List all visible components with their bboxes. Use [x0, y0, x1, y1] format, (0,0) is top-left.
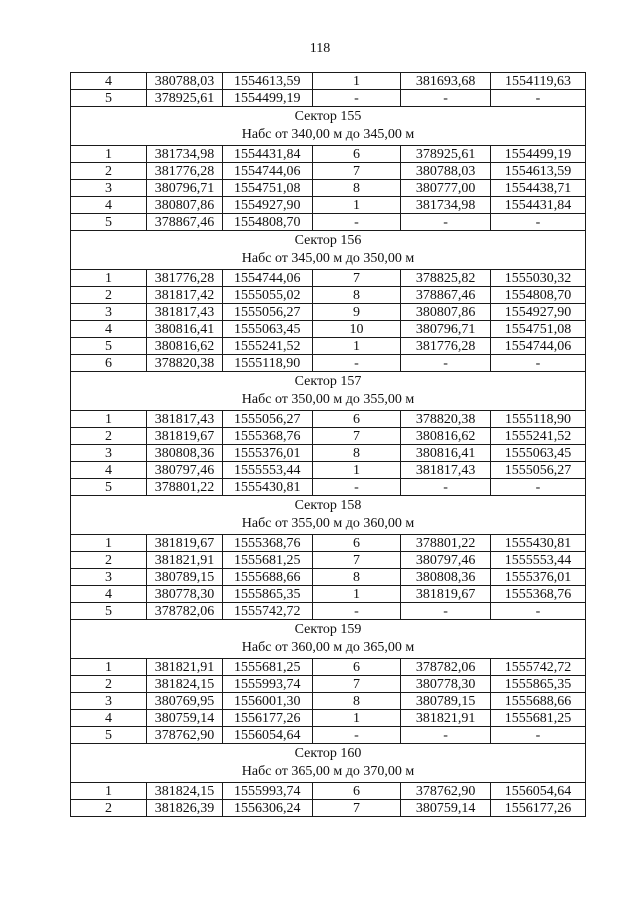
x-coordinate-cell: - — [401, 727, 491, 744]
y-coordinate-cell: 1555118,90 — [222, 355, 312, 372]
table-row — [71, 569, 586, 586]
x-coordinate-cell: 380769,95 — [146, 693, 222, 710]
y-coordinate-cell: - — [490, 727, 585, 744]
point-number-cell: - — [312, 214, 401, 231]
y-coordinate-cell: 1555118,90 — [490, 411, 585, 428]
y-coordinate-cell: 1555993,74 — [222, 676, 312, 693]
point-number-cell: 2 — [71, 676, 147, 693]
x-coordinate-cell: 380816,41 — [146, 321, 222, 338]
y-coordinate-cell: 1555681,25 — [222, 552, 312, 569]
y-coordinate-cell: 1555368,76 — [490, 586, 585, 603]
point-number-cell: 2 — [71, 800, 147, 817]
x-coordinate-cell: 380796,71 — [146, 180, 222, 197]
point-number-cell: 1 — [71, 535, 147, 552]
x-coordinate-cell: 380788,03 — [401, 163, 491, 180]
point-number-cell: 6 — [312, 146, 401, 163]
y-coordinate-cell: 1554119,63 — [490, 73, 585, 90]
x-coordinate-cell: 378782,06 — [146, 603, 222, 620]
table-row — [71, 552, 586, 569]
table-row — [71, 90, 586, 107]
y-coordinate-cell: 1555993,74 — [222, 783, 312, 800]
point-number-cell: 1 — [71, 411, 147, 428]
y-coordinate-cell: 1555056,27 — [490, 462, 585, 479]
table-row — [71, 462, 586, 479]
point-number-cell: 1 — [71, 659, 147, 676]
x-coordinate-cell: 378801,22 — [146, 479, 222, 496]
y-coordinate-cell: 1555553,44 — [222, 462, 312, 479]
y-coordinate-cell: 1554613,59 — [490, 163, 585, 180]
x-coordinate-cell: 380797,46 — [401, 552, 491, 569]
y-coordinate-cell: - — [490, 479, 585, 496]
point-number-cell: 6 — [312, 411, 401, 428]
x-coordinate-cell: 381776,28 — [146, 163, 222, 180]
point-number-cell: 5 — [71, 214, 147, 231]
point-number-cell: 4 — [71, 73, 147, 90]
y-coordinate-cell: 1555063,45 — [490, 445, 585, 462]
y-coordinate-cell: 1555742,72 — [490, 659, 585, 676]
point-number-cell: 6 — [312, 783, 401, 800]
x-coordinate-cell: 381824,15 — [146, 676, 222, 693]
table-row — [71, 411, 586, 428]
table-row — [71, 163, 586, 180]
y-coordinate-cell: 1554499,19 — [490, 146, 585, 163]
x-coordinate-cell: 381821,91 — [146, 659, 222, 676]
table-row — [71, 710, 586, 727]
y-coordinate-cell: 1555241,52 — [490, 428, 585, 445]
x-coordinate-cell: 381826,39 — [146, 800, 222, 817]
y-coordinate-cell: 1555056,27 — [222, 304, 312, 321]
y-coordinate-cell: 1554744,06 — [490, 338, 585, 355]
x-coordinate-cell: 380777,00 — [401, 180, 491, 197]
x-coordinate-cell: 381817,43 — [146, 304, 222, 321]
sector-height-range: Набс от 345,00 м до 350,00 м — [241, 251, 415, 266]
point-number-cell: 8 — [312, 693, 401, 710]
point-number-cell: 1 — [71, 783, 147, 800]
x-coordinate-cell: 380759,14 — [401, 800, 491, 817]
table-row — [71, 304, 586, 321]
x-coordinate-cell: 378825,82 — [401, 270, 491, 287]
x-coordinate-cell: - — [401, 355, 491, 372]
x-coordinate-cell: - — [401, 214, 491, 231]
sector-header — [71, 496, 586, 535]
y-coordinate-cell: 1556177,26 — [490, 800, 585, 817]
y-coordinate-cell: 1555681,25 — [490, 710, 585, 727]
point-number-cell: 6 — [312, 535, 401, 552]
point-number-cell: 8 — [312, 569, 401, 586]
y-coordinate-cell: 1554808,70 — [490, 287, 585, 304]
x-coordinate-cell: 380778,30 — [401, 676, 491, 693]
sector-header-row — [71, 107, 586, 146]
point-number-cell: 7 — [312, 552, 401, 569]
sector-height-range: Набс от 350,00 м до 355,00 м — [241, 392, 415, 407]
table-row — [71, 338, 586, 355]
point-number-cell: 1 — [71, 146, 147, 163]
y-coordinate-cell: 1554744,06 — [222, 163, 312, 180]
x-coordinate-cell: - — [401, 603, 491, 620]
sector-header — [71, 372, 586, 411]
x-coordinate-cell: 381819,67 — [401, 586, 491, 603]
table-row — [71, 693, 586, 710]
point-number-cell: 2 — [71, 552, 147, 569]
x-coordinate-cell: 381776,28 — [146, 270, 222, 287]
point-number-cell: 9 — [312, 304, 401, 321]
table-row — [71, 603, 586, 620]
sector-title: Сектор 157 — [294, 374, 362, 389]
point-number-cell: 5 — [71, 727, 147, 744]
y-coordinate-cell: 1555376,01 — [222, 445, 312, 462]
x-coordinate-cell: 381734,98 — [401, 197, 491, 214]
point-number-cell: 1 — [312, 338, 401, 355]
x-coordinate-cell: 381776,28 — [401, 338, 491, 355]
x-coordinate-cell: 378925,61 — [401, 146, 491, 163]
table-row — [71, 445, 586, 462]
y-coordinate-cell: 1555376,01 — [490, 569, 585, 586]
table-row — [71, 479, 586, 496]
table-row — [71, 73, 586, 90]
table-row — [71, 146, 586, 163]
table-row — [71, 197, 586, 214]
x-coordinate-cell: 380789,15 — [146, 569, 222, 586]
table-row — [71, 214, 586, 231]
point-number-cell: 7 — [312, 270, 401, 287]
y-coordinate-cell: 1555681,25 — [222, 659, 312, 676]
x-coordinate-cell: 378867,46 — [146, 214, 222, 231]
x-coordinate-cell: 381824,15 — [146, 783, 222, 800]
y-coordinate-cell: 1555688,66 — [490, 693, 585, 710]
point-number-cell: 1 — [312, 73, 401, 90]
y-coordinate-cell: 1554927,90 — [222, 197, 312, 214]
y-coordinate-cell: - — [490, 355, 585, 372]
point-number-cell: 4 — [71, 321, 147, 338]
table-row — [71, 355, 586, 372]
y-coordinate-cell: 1555430,81 — [490, 535, 585, 552]
y-coordinate-cell: 1556054,64 — [222, 727, 312, 744]
x-coordinate-cell: 381817,42 — [146, 287, 222, 304]
table-row — [71, 586, 586, 603]
x-coordinate-cell: 381819,67 — [146, 428, 222, 445]
point-number-cell: 5 — [71, 603, 147, 620]
x-coordinate-cell: 380797,46 — [146, 462, 222, 479]
y-coordinate-cell: 1555688,66 — [222, 569, 312, 586]
x-coordinate-cell: 380808,36 — [401, 569, 491, 586]
point-number-cell: 1 — [312, 197, 401, 214]
x-coordinate-cell: 381734,98 — [146, 146, 222, 163]
table-row — [71, 659, 586, 676]
sector-header — [71, 231, 586, 270]
point-number-cell: 4 — [71, 462, 147, 479]
y-coordinate-cell: 1554927,90 — [490, 304, 585, 321]
x-coordinate-cell: 378925,61 — [146, 90, 222, 107]
point-number-cell: 1 — [312, 586, 401, 603]
sector-header-row — [71, 372, 586, 411]
point-number-cell: 3 — [71, 569, 147, 586]
table-row — [71, 321, 586, 338]
point-number-cell: 7 — [312, 163, 401, 180]
point-number-cell: 1 — [312, 462, 401, 479]
y-coordinate-cell: 1554744,06 — [222, 270, 312, 287]
x-coordinate-cell: 380807,86 — [401, 304, 491, 321]
point-number-cell: 3 — [71, 693, 147, 710]
table-row — [71, 535, 586, 552]
point-number-cell: 5 — [71, 479, 147, 496]
x-coordinate-cell: 380807,86 — [146, 197, 222, 214]
point-number-cell: 7 — [312, 800, 401, 817]
x-coordinate-cell: 380789,15 — [401, 693, 491, 710]
point-number-cell: - — [312, 355, 401, 372]
point-number-cell: 1 — [71, 270, 147, 287]
y-coordinate-cell: 1555063,45 — [222, 321, 312, 338]
y-coordinate-cell: 1555368,76 — [222, 428, 312, 445]
y-coordinate-cell: 1555368,76 — [222, 535, 312, 552]
point-number-cell: 2 — [71, 428, 147, 445]
x-coordinate-cell: 380816,62 — [401, 428, 491, 445]
x-coordinate-cell: 380816,41 — [401, 445, 491, 462]
y-coordinate-cell: 1555055,02 — [222, 287, 312, 304]
point-number-cell: - — [312, 90, 401, 107]
sector-height-range: Набс от 360,00 м до 365,00 м — [241, 640, 415, 655]
sector-title: Сектор 160 — [294, 746, 362, 761]
y-coordinate-cell: 1556177,26 — [222, 710, 312, 727]
point-number-cell: 7 — [312, 676, 401, 693]
point-number-cell: 6 — [71, 355, 147, 372]
point-number-cell: 4 — [71, 710, 147, 727]
x-coordinate-cell: - — [401, 479, 491, 496]
sector-header — [71, 744, 586, 783]
y-coordinate-cell: - — [490, 90, 585, 107]
x-coordinate-cell: 381821,91 — [401, 710, 491, 727]
x-coordinate-cell: 380808,36 — [146, 445, 222, 462]
y-coordinate-cell: 1555553,44 — [490, 552, 585, 569]
y-coordinate-cell: 1555030,32 — [490, 270, 585, 287]
point-number-cell: 5 — [71, 90, 147, 107]
point-number-cell: 7 — [312, 428, 401, 445]
y-coordinate-cell: 1554431,84 — [222, 146, 312, 163]
point-number-cell: 2 — [71, 163, 147, 180]
table-row — [71, 727, 586, 744]
x-coordinate-cell: 381693,68 — [401, 73, 491, 90]
y-coordinate-cell: 1554808,70 — [222, 214, 312, 231]
coordinates-table-body — [71, 73, 586, 817]
point-number-cell: 2 — [71, 287, 147, 304]
y-coordinate-cell: - — [490, 214, 585, 231]
x-coordinate-cell: 381821,91 — [146, 552, 222, 569]
sector-title: Сектор 158 — [294, 498, 362, 513]
sector-header-row — [71, 620, 586, 659]
y-coordinate-cell: 1555430,81 — [222, 479, 312, 496]
x-coordinate-cell: 378820,38 — [146, 355, 222, 372]
point-number-cell: 3 — [71, 304, 147, 321]
point-number-cell: 6 — [312, 659, 401, 676]
point-number-cell: 5 — [71, 338, 147, 355]
x-coordinate-cell: 378762,90 — [146, 727, 222, 744]
sector-height-range: Набс от 340,00 м до 345,00 м — [241, 127, 415, 142]
y-coordinate-cell: 1554431,84 — [490, 197, 585, 214]
sector-header — [71, 107, 586, 146]
x-coordinate-cell: 380778,30 — [146, 586, 222, 603]
x-coordinate-cell: 378762,90 — [401, 783, 491, 800]
sector-header-row — [71, 231, 586, 270]
point-number-cell: 8 — [312, 445, 401, 462]
x-coordinate-cell: 380816,62 — [146, 338, 222, 355]
sector-height-range: Набс от 365,00 м до 370,00 м — [241, 764, 415, 779]
coordinates-table — [70, 72, 586, 817]
point-number-cell: - — [312, 603, 401, 620]
sector-title: Сектор 159 — [294, 622, 362, 637]
point-number-cell: 3 — [71, 180, 147, 197]
x-coordinate-cell: - — [401, 90, 491, 107]
x-coordinate-cell: 380759,14 — [146, 710, 222, 727]
point-number-cell: 8 — [312, 287, 401, 304]
point-number-cell: 4 — [71, 586, 147, 603]
y-coordinate-cell: 1554751,08 — [490, 321, 585, 338]
table-row — [71, 783, 586, 800]
x-coordinate-cell: 380796,71 — [401, 321, 491, 338]
x-coordinate-cell: 381817,43 — [401, 462, 491, 479]
x-coordinate-cell: 381819,67 — [146, 535, 222, 552]
sector-header-row — [71, 496, 586, 535]
x-coordinate-cell: 378782,06 — [401, 659, 491, 676]
point-number-cell: 1 — [312, 710, 401, 727]
table-row — [71, 676, 586, 693]
y-coordinate-cell: 1555742,72 — [222, 603, 312, 620]
point-number-cell: 4 — [71, 197, 147, 214]
y-coordinate-cell: 1555241,52 — [222, 338, 312, 355]
table-row — [71, 428, 586, 445]
sector-title: Сектор 155 — [294, 109, 362, 124]
point-number-cell: 3 — [71, 445, 147, 462]
x-coordinate-cell: 378820,38 — [401, 411, 491, 428]
table-row — [71, 270, 586, 287]
table-row — [71, 180, 586, 197]
y-coordinate-cell: 1555865,35 — [222, 586, 312, 603]
sector-title: Сектор 156 — [294, 233, 362, 248]
x-coordinate-cell: 380788,03 — [146, 73, 222, 90]
sector-height-range: Набс от 355,00 м до 360,00 м — [241, 516, 415, 531]
y-coordinate-cell: 1554438,71 — [490, 180, 585, 197]
y-coordinate-cell: 1554751,08 — [222, 180, 312, 197]
sector-header — [71, 620, 586, 659]
x-coordinate-cell: 381817,43 — [146, 411, 222, 428]
y-coordinate-cell: 1554613,59 — [222, 73, 312, 90]
y-coordinate-cell: 1556001,30 — [222, 693, 312, 710]
y-coordinate-cell: - — [490, 603, 585, 620]
y-coordinate-cell: 1555056,27 — [222, 411, 312, 428]
y-coordinate-cell: 1556054,64 — [490, 783, 585, 800]
point-number-cell: - — [312, 479, 401, 496]
y-coordinate-cell: 1555865,35 — [490, 676, 585, 693]
sector-header-row — [71, 744, 586, 783]
page-number: 118 — [309, 41, 331, 56]
point-number-cell: - — [312, 727, 401, 744]
y-coordinate-cell: 1556306,24 — [222, 800, 312, 817]
table-row — [71, 800, 586, 817]
table-row — [71, 287, 586, 304]
point-number-cell: 8 — [312, 180, 401, 197]
point-number-cell: 10 — [312, 321, 401, 338]
x-coordinate-cell: 378867,46 — [401, 287, 491, 304]
y-coordinate-cell: 1554499,19 — [222, 90, 312, 107]
x-coordinate-cell: 378801,22 — [401, 535, 491, 552]
